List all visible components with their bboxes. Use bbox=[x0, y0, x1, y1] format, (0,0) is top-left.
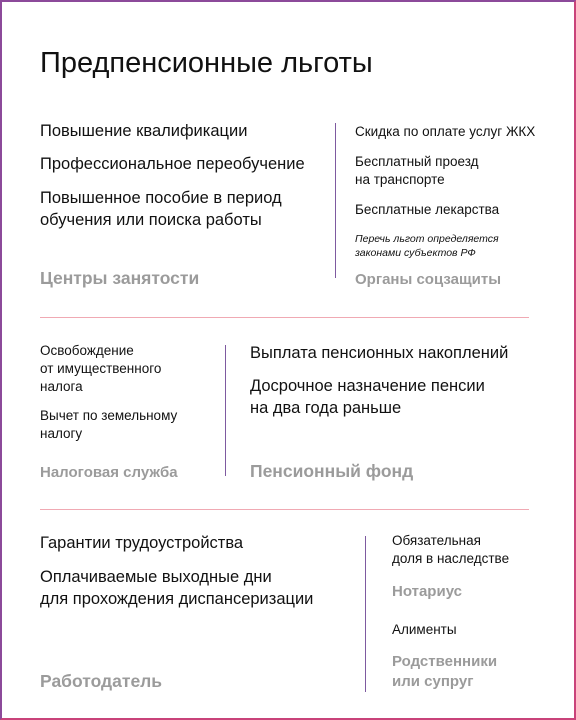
benefit-item: Повышенное пособие в период обучения или поиска работы bbox=[40, 189, 282, 229]
vertical-divider bbox=[365, 536, 366, 692]
horizontal-divider bbox=[40, 317, 529, 318]
organization-label: Работодатель bbox=[40, 671, 163, 691]
benefit-item: Выплата пенсионных накоплений bbox=[250, 344, 509, 362]
vertical-divider bbox=[335, 123, 336, 278]
benefit-item: Вычет по земельному налогу bbox=[40, 408, 178, 441]
organization-label: Органы соцзащиты bbox=[355, 271, 502, 288]
page-title: Предпенсионные льготы bbox=[40, 47, 373, 79]
vertical-divider bbox=[225, 345, 226, 476]
organization-label: Налоговая служба bbox=[40, 464, 178, 481]
benefit-item: Бесплатные лекарства bbox=[355, 202, 500, 217]
benefit-item: Скидка по оплате услуг ЖКХ bbox=[355, 124, 536, 139]
organization-label: Родственники или супруг bbox=[392, 653, 498, 690]
benefit-item: Оплачиваемые выходные дни для прохождения диспансеризации bbox=[40, 568, 314, 608]
footnote: Перечь льгот определяется законами субъектов РФ bbox=[355, 233, 499, 259]
organization-label: Нотариус bbox=[392, 583, 463, 600]
horizontal-divider bbox=[40, 509, 529, 510]
benefit-item: Досрочное назначение пенсии на два года раньше bbox=[250, 377, 485, 417]
benefit-item: Бесплатный проезд на транспорте bbox=[355, 154, 479, 187]
benefit-item: Алименты bbox=[392, 622, 457, 637]
benefit-item: Гарантии трудоустройства bbox=[40, 534, 244, 552]
benefit-item: Профессиональное переобучение bbox=[40, 155, 305, 173]
benefit-item: Освобождение от имущественного налога bbox=[40, 343, 162, 394]
organization-label: Пенсионный фонд bbox=[250, 461, 414, 481]
benefit-item: Обязательная доля в наследстве bbox=[392, 533, 510, 566]
benefit-item: Повышение квалификации bbox=[40, 122, 248, 140]
organization-label: Центры занятости bbox=[40, 268, 200, 288]
